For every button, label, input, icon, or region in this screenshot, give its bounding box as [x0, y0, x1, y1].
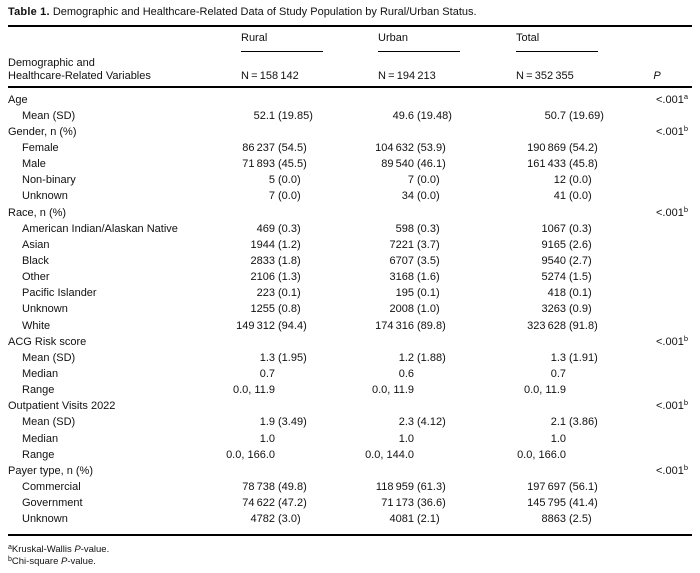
cell-value: 8863 [541, 513, 566, 526]
cell-parenthetical: (1.5) [569, 271, 592, 284]
row-label: Race, n (%) [8, 206, 67, 219]
data-cell [480, 271, 622, 283]
row-label: Asian [22, 238, 50, 251]
p-value-cell [622, 123, 692, 138]
cell-value: 1.0 [398, 432, 414, 445]
cell-parenthetical: (3.7) [417, 238, 440, 251]
cell-value: 223 [256, 287, 275, 300]
data-cell [480, 433, 622, 445]
data-cell [205, 287, 342, 299]
cell-value: 195 [395, 287, 414, 300]
cell-parenthetical: (1.91) [569, 351, 598, 364]
p-value: <.001 [655, 206, 684, 219]
row-label: Payer type, n (%) [8, 464, 93, 477]
data-cell [342, 287, 480, 299]
data-cell [205, 320, 342, 332]
table-row [8, 317, 692, 333]
data-cell [342, 368, 480, 380]
data-cell [205, 368, 342, 380]
data-cell [342, 352, 480, 364]
cell-parenthetical: (3.5) [417, 254, 440, 267]
data-cell [480, 481, 622, 493]
cell-value: 1.3 [550, 351, 566, 364]
p-value-cell [622, 462, 692, 477]
cell-parenthetical: (0.1) [417, 287, 440, 300]
data-cell [480, 449, 622, 461]
row-label: Commercial [22, 480, 81, 493]
data-cell [342, 271, 480, 283]
cell-value: 9165 [541, 238, 566, 251]
cell-parenthetical: (1.8) [278, 254, 301, 267]
cell-parenthetical: (1.0) [417, 303, 440, 316]
data-cell [480, 384, 622, 396]
data-cell [342, 223, 480, 235]
cell-value: 0.6 [398, 367, 414, 380]
cell-value: 323 628 [527, 319, 566, 332]
footnote-italic-p: P [74, 543, 81, 555]
p-value-cell [622, 333, 692, 348]
cell-parenthetical: (94.4) [278, 319, 307, 332]
cell-parenthetical: (3.49) [278, 416, 307, 429]
cell-parenthetical: (0.0) [278, 174, 301, 187]
table-row [8, 301, 692, 317]
column-label: Rural [241, 32, 323, 52]
cell-parenthetical: (1.2) [278, 238, 301, 251]
footnote-marker: b [683, 462, 688, 472]
column-header-total [480, 32, 622, 82]
cell-parenthetical: (0.0) [569, 174, 592, 187]
table-row [8, 334, 692, 350]
row-label: Range [22, 384, 55, 397]
cell-value: 469 [256, 222, 275, 235]
data-cell [480, 190, 622, 202]
data-cell [342, 174, 480, 186]
column-label: Total [516, 32, 598, 52]
cell-parenthetical: (0.3) [569, 222, 592, 235]
data-cell [205, 255, 342, 267]
cell-parenthetical: (3.0) [278, 513, 301, 526]
footnote-marker: b [683, 398, 688, 408]
data-cell [480, 497, 622, 509]
cell-value: 3263 [541, 303, 566, 316]
cell-value: 6707 [389, 254, 414, 267]
cell-value: 9540 [541, 254, 566, 267]
cell-value: 0.0, 144.0 [365, 448, 414, 461]
cell-value: 50.7 [544, 109, 566, 122]
stub-line-1: Demographic and [8, 57, 95, 69]
cell-value: 598 [395, 222, 414, 235]
data-cell [205, 239, 342, 251]
data-cell [342, 239, 480, 251]
cell-value: 104 632 [375, 141, 414, 154]
cell-value: 1944 [250, 238, 275, 251]
cell-parenthetical: (56.1) [569, 480, 598, 493]
cell-value: 1.9 [259, 416, 275, 429]
row-label: Unknown [22, 303, 68, 316]
cell-value: 1.0 [550, 432, 566, 445]
row-label: Outpatient Visits 2022 [8, 400, 116, 413]
footnote-italic-p: P [61, 556, 68, 568]
cell-parenthetical: (0.0) [278, 190, 301, 203]
p-value-cell [622, 400, 692, 412]
table-row [8, 414, 692, 430]
table-caption: Demographic and Healthcare-Related Data of Study Population by Rural/Urban Status. [52, 6, 477, 18]
cell-value: 74 622 [242, 497, 275, 510]
cell-parenthetical: (2.7) [569, 254, 592, 267]
cell-value: 89 540 [381, 158, 414, 171]
cell-value: 145 795 [527, 497, 566, 510]
table-row [8, 463, 692, 479]
p-value: <.001 [655, 125, 684, 138]
row-label: Unknown [22, 190, 68, 203]
cell-parenthetical: (49.8) [278, 480, 307, 493]
data-cell [342, 303, 480, 315]
data-cell [342, 433, 480, 445]
data-cell [342, 481, 480, 493]
column-header-rural [205, 32, 342, 82]
p-value: <.001 [655, 464, 684, 477]
data-cell [480, 513, 622, 525]
cell-value: 2.1 [550, 416, 566, 429]
cell-value: 3168 [389, 271, 414, 284]
row-label: Female [22, 141, 59, 154]
footnote-letter: a [8, 543, 12, 551]
cell-value: 71 893 [242, 158, 275, 171]
column-label: Urban [378, 32, 460, 52]
cell-parenthetical: (0.3) [278, 222, 301, 235]
stub-line-2: Healthcare-Related Variables [8, 69, 151, 82]
cell-parenthetical: (19.85) [278, 109, 313, 122]
cell-parenthetical: (36.6) [417, 497, 446, 510]
cell-parenthetical: (41.4) [569, 497, 598, 510]
cell-parenthetical: (54.5) [278, 141, 307, 154]
cell-value: 2106 [250, 271, 275, 284]
data-cell [205, 158, 342, 170]
column-header-urban [342, 32, 480, 82]
row-label: Non-binary [22, 174, 76, 187]
footnote [8, 544, 692, 557]
row-label: Range [22, 448, 55, 461]
footnote-text-end: -value. [67, 556, 96, 568]
p-column-header [622, 32, 692, 82]
cell-parenthetical: (19.48) [417, 109, 452, 122]
row-label: Unknown [22, 513, 68, 526]
cell-parenthetical: (0.9) [569, 303, 592, 316]
cell-value: 1067 [541, 222, 566, 235]
cell-value: 4081 [389, 513, 414, 526]
p-value: <.001 [655, 93, 684, 106]
p-header-label: P [653, 69, 661, 82]
data-cell [205, 174, 342, 186]
cell-value: 161 433 [527, 158, 566, 171]
data-cell [205, 271, 342, 283]
row-label: American Indian/Alaskan Native [22, 222, 178, 235]
row-label: Gender, n (%) [8, 125, 77, 138]
footnote-text: Kruskal-Wallis [11, 543, 75, 555]
cell-parenthetical: (89.8) [417, 319, 446, 332]
table-row [8, 479, 692, 495]
cell-value: 1.0 [259, 432, 275, 445]
cell-parenthetical: (0.0) [417, 174, 440, 187]
data-cell [480, 158, 622, 170]
p-value-cell [622, 91, 692, 106]
cell-parenthetical: (2.6) [569, 238, 592, 251]
cell-parenthetical: (1.88) [417, 351, 446, 364]
cell-value: 0.0, 11.9 [233, 384, 275, 397]
table-row [8, 495, 692, 511]
cell-value: 197 697 [527, 480, 566, 493]
row-label: Male [22, 158, 46, 171]
cell-value: 12 [553, 174, 566, 187]
table-row [8, 221, 692, 237]
group-column-headers [205, 32, 622, 82]
data-cell [342, 142, 480, 154]
table-row [8, 188, 692, 204]
row-label: Government [22, 497, 83, 510]
table-row [8, 108, 692, 124]
row-label: Median [22, 367, 59, 380]
row-label: Mean (SD) [22, 351, 76, 364]
data-cell [342, 384, 480, 396]
footnote-text-end: -value. [80, 543, 110, 555]
row-label: Mean (SD) [22, 109, 76, 122]
data-cell [480, 416, 622, 428]
table-number: Table 1. [8, 6, 50, 18]
data-cell [480, 110, 622, 122]
data-cell [480, 352, 622, 364]
stub-header [8, 32, 205, 82]
row-label: ACG Risk score [8, 335, 87, 348]
data-cell [205, 449, 342, 461]
data-cell [480, 142, 622, 154]
footnotes [8, 544, 692, 569]
data-cell [205, 433, 342, 445]
footnote-text: Chi-square [11, 556, 62, 568]
row-label: Mean (SD) [22, 416, 76, 429]
data-cell [205, 142, 342, 154]
cell-value: 1.3 [259, 351, 275, 364]
table-row [8, 124, 692, 140]
data-cell [480, 174, 622, 186]
data-cell [480, 239, 622, 251]
row-label: Median [22, 432, 59, 445]
footnote-marker: a [683, 91, 688, 101]
row-label: Other [22, 271, 50, 284]
footnote-marker: b [683, 123, 688, 133]
cell-parenthetical: (1.3) [278, 271, 301, 284]
cell-value: 7 [407, 174, 414, 187]
data-cell [342, 416, 480, 428]
row-label: Black [22, 254, 49, 267]
data-cell [342, 255, 480, 267]
cell-value: 71 173 [381, 497, 414, 510]
cell-value: 49.6 [392, 109, 414, 122]
p-value-cell [622, 204, 692, 219]
data-cell [342, 449, 480, 461]
data-cell [480, 303, 622, 315]
cell-parenthetical: (0.1) [569, 287, 592, 300]
data-cell [342, 320, 480, 332]
cell-value: 0.7 [550, 367, 566, 380]
cell-value: 34 [401, 190, 414, 203]
data-cell [480, 368, 622, 380]
p-value: <.001 [655, 400, 684, 413]
cell-value: 5274 [541, 271, 566, 284]
cell-parenthetical: (3.86) [569, 416, 598, 429]
table-title [8, 0, 692, 19]
cell-parenthetical: (45.8) [569, 158, 598, 171]
table-row [8, 253, 692, 269]
cell-parenthetical: (0.0) [569, 190, 592, 203]
cell-value: 0.0, 11.9 [524, 384, 566, 397]
cell-value: 1255 [250, 303, 275, 316]
cell-value: 0.7 [259, 367, 275, 380]
column-n-count: N = 158 142 [241, 69, 299, 82]
data-cell [342, 110, 480, 122]
cell-parenthetical: (2.1) [417, 513, 440, 526]
cell-parenthetical: (2.5) [569, 513, 592, 526]
cell-value: 0.0, 166.0 [226, 448, 275, 461]
table-row [8, 285, 692, 301]
column-n-count: N = 194 213 [378, 69, 436, 82]
table-row [8, 140, 692, 156]
row-label: White [22, 319, 51, 332]
table-row [8, 156, 692, 172]
data-cell [205, 352, 342, 364]
table-row [8, 237, 692, 253]
cell-value: 78 738 [242, 480, 275, 493]
column-n-count: N = 352 355 [516, 69, 574, 82]
data-cell [342, 190, 480, 202]
cell-parenthetical: (0.3) [417, 222, 440, 235]
p-value: <.001 [655, 335, 684, 348]
footnote-marker: b [683, 333, 688, 343]
cell-parenthetical: (1.6) [417, 271, 440, 284]
cell-value: 2.3 [398, 416, 414, 429]
cell-parenthetical: (45.5) [278, 158, 307, 171]
cell-value: 2833 [250, 254, 275, 267]
data-cell [205, 416, 342, 428]
data-cell [480, 320, 622, 332]
cell-value: 41 [553, 190, 566, 203]
cell-value: 5 [268, 174, 275, 187]
row-label: Age [8, 93, 28, 106]
table-row [8, 269, 692, 285]
data-cell [480, 287, 622, 299]
table-row [8, 447, 692, 463]
data-cell [205, 223, 342, 235]
cell-parenthetical: (61.3) [417, 480, 446, 493]
cell-value: 190 869 [527, 141, 566, 154]
data-cell [205, 513, 342, 525]
table-row [8, 511, 692, 527]
data-cell [205, 384, 342, 396]
data-cell [480, 255, 622, 267]
cell-parenthetical: (47.2) [278, 497, 307, 510]
data-cell [342, 158, 480, 170]
cell-parenthetical: (91.8) [569, 319, 598, 332]
cell-value: 1.2 [398, 351, 414, 364]
data-cell [480, 223, 622, 235]
table-body [8, 88, 692, 532]
cell-value: 118 959 [375, 480, 414, 493]
cell-value: 149 312 [236, 319, 275, 332]
cell-parenthetical: (0.0) [417, 190, 440, 203]
table-row [8, 366, 692, 382]
table-row [8, 430, 692, 446]
cell-parenthetical: (53.9) [417, 141, 446, 154]
data-cell [205, 190, 342, 202]
table-row [8, 382, 692, 398]
data-cell [205, 497, 342, 509]
cell-value: 0.0, 11.9 [372, 384, 414, 397]
table-row [8, 204, 692, 220]
cell-parenthetical: (54.2) [569, 141, 598, 154]
table-row [8, 350, 692, 366]
cell-parenthetical: (19.69) [569, 109, 604, 122]
data-cell [205, 110, 342, 122]
footnote [8, 556, 692, 569]
cell-value: 4782 [250, 513, 275, 526]
cell-value: 7221 [389, 238, 414, 251]
data-cell [342, 497, 480, 509]
table-row [8, 92, 692, 108]
footnote-marker: b [683, 204, 688, 214]
cell-parenthetical: (4.12) [417, 416, 446, 429]
cell-value: 2008 [389, 303, 414, 316]
table-row [8, 398, 692, 414]
cell-value: 0.0, 166.0 [517, 448, 566, 461]
cell-parenthetical: (46.1) [417, 158, 446, 171]
bottom-rule [8, 534, 692, 536]
table-header [8, 27, 692, 86]
cell-value: 86 237 [242, 141, 275, 154]
cell-value: 7 [268, 190, 275, 203]
data-cell [342, 513, 480, 525]
row-label: Pacific Islander [22, 287, 97, 300]
cell-value: 418 [547, 287, 566, 300]
cell-value: 174 316 [375, 319, 414, 332]
table-content [8, 0, 692, 569]
cell-parenthetical: (1.95) [278, 351, 307, 364]
cell-value: 52.1 [253, 109, 275, 122]
footnote-letter: b [8, 556, 12, 564]
cell-parenthetical: (0.8) [278, 303, 301, 316]
data-cell [205, 303, 342, 315]
table-row [8, 172, 692, 188]
data-cell [205, 481, 342, 493]
cell-parenthetical: (0.1) [278, 287, 301, 300]
